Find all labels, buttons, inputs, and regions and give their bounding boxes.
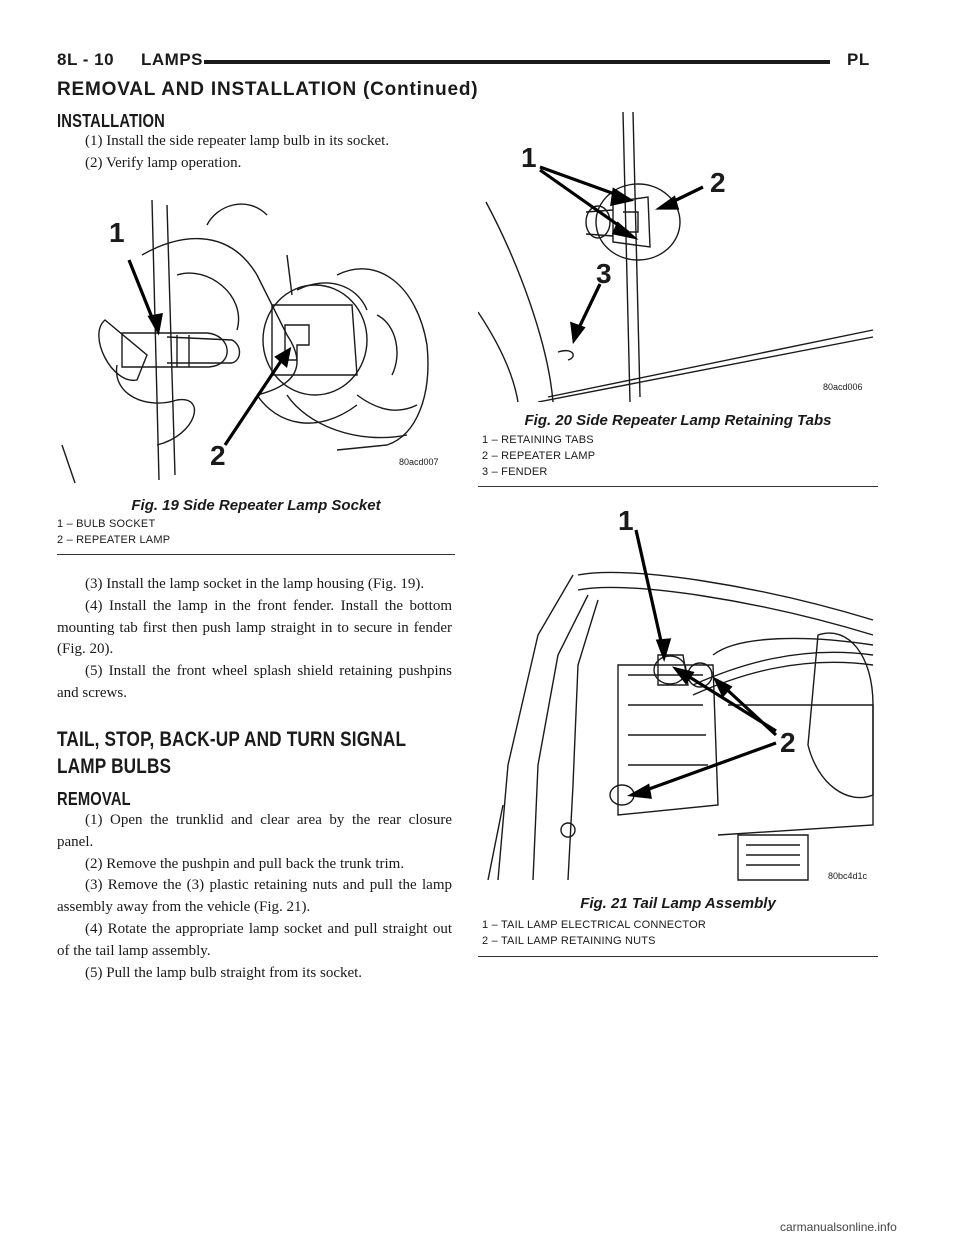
fig20-illustration — [478, 112, 878, 402]
page-section-number: 8L - 10 — [57, 50, 115, 69]
install-cont-steps — [57, 574, 452, 705]
fig20-callout-2: 2 — [710, 167, 726, 198]
fig19-legend-item: 1 – BULB SOCKET — [57, 518, 156, 530]
fig21-legend-item: 2 – TAIL LAMP RETAINING NUTS — [482, 935, 656, 947]
fig19-caption: Fig. 19 Side Repeater Lamp Socket — [131, 497, 381, 514]
fig21-legend-item: 1 – TAIL LAMP ELECTRICAL CONNECTOR — [482, 919, 707, 931]
removal-steps — [57, 810, 452, 984]
fig20-legend-item: 3 – FENDER — [482, 466, 548, 478]
removal-step-4: (4) Rotate the appropriate lamp socket and pull straight out of the tail lamp assembly. — [57, 920, 452, 959]
fig21-bottom-rule — [478, 956, 878, 957]
fig20-legend-item: 1 – RETAINING TABS — [482, 434, 594, 446]
fig20-legend — [482, 432, 595, 480]
install-step-4: (4) Install the lamp in the front fender. Install the bottom mounting tab first then push lamp straight in to secure in fender (Fig. 20). — [57, 597, 452, 658]
fig20-caption: Fig. 20 Side Repeater Lamp Retaining Tabs — [524, 412, 832, 429]
installation-heading: INSTALLATION — [57, 111, 166, 131]
tail-lamp-heading-line2: LAMP BULBS — [57, 755, 172, 778]
fig20-callout-3: 3 — [596, 258, 612, 289]
fig20-legend-item: 2 – REPEATER LAMP — [482, 450, 596, 462]
fig21-callout-1: 1 — [618, 505, 634, 536]
installation-steps — [57, 131, 452, 175]
removal-step-3: (3) Remove the (3) plastic retaining nuts and pull the lamp assembly away from the vehicle (Fig. 21). — [57, 877, 452, 916]
fig21-legend — [482, 917, 706, 949]
removal-step-1: (1) Open the trunklid and clear area by the rear closure panel. — [57, 812, 452, 850]
fig21-callout-2: 2 — [780, 727, 796, 758]
removal-step-2: (2) Remove the pushpin and pull back the trunk trim. — [85, 855, 405, 872]
installation-step-2: (2) Verify lamp operation. — [85, 154, 242, 171]
install-step-3: (3) Install the lamp socket in the lamp housing (Fig. 19). — [85, 576, 425, 592]
removal-step-5: (5) Pull the lamp bulb straight from its socket. — [85, 964, 363, 981]
fig20-art-code: 80acd006 — [823, 382, 863, 392]
fig20-callout-1: 1 — [521, 142, 537, 173]
page-model-code: PL — [847, 50, 870, 69]
page-subtitle: REMOVAL AND INSTALLATION (Continued) — [57, 79, 479, 100]
fig21-illustration — [478, 505, 878, 885]
fig19-art-code: 80acd007 — [399, 457, 439, 467]
fig21-drawing — [478, 505, 878, 885]
page-chapter-title: LAMPS — [141, 50, 203, 69]
fig19-callout-1: 1 — [109, 217, 125, 248]
removal-heading: REMOVAL — [57, 789, 131, 809]
header-rule — [204, 60, 830, 64]
fig19-callout-2: 2 — [210, 440, 226, 471]
fig19-bottom-rule — [57, 554, 455, 555]
tail-lamp-heading-line1: TAIL, STOP, BACK-UP AND TURN SIGNAL — [57, 728, 407, 751]
fig19-legend-item: 2 – REPEATER LAMP — [57, 534, 171, 546]
fig21-caption: Fig. 21 Tail Lamp Assembly — [580, 895, 776, 912]
fig21-art-code: 80bc4d1c — [828, 871, 868, 881]
installation-step-1: (1) Install the side repeater lamp bulb in its socket. — [85, 133, 390, 149]
footer-watermark: carmanualsonline.info — [780, 1220, 897, 1234]
fig20-bottom-rule — [478, 486, 878, 487]
fig19-legend — [57, 516, 170, 548]
fig19-illustration — [57, 195, 455, 485]
install-step-5: (5) Install the front wheel splash shield retaining pushpins and screws. — [57, 663, 452, 701]
fig20-drawing — [478, 112, 878, 402]
